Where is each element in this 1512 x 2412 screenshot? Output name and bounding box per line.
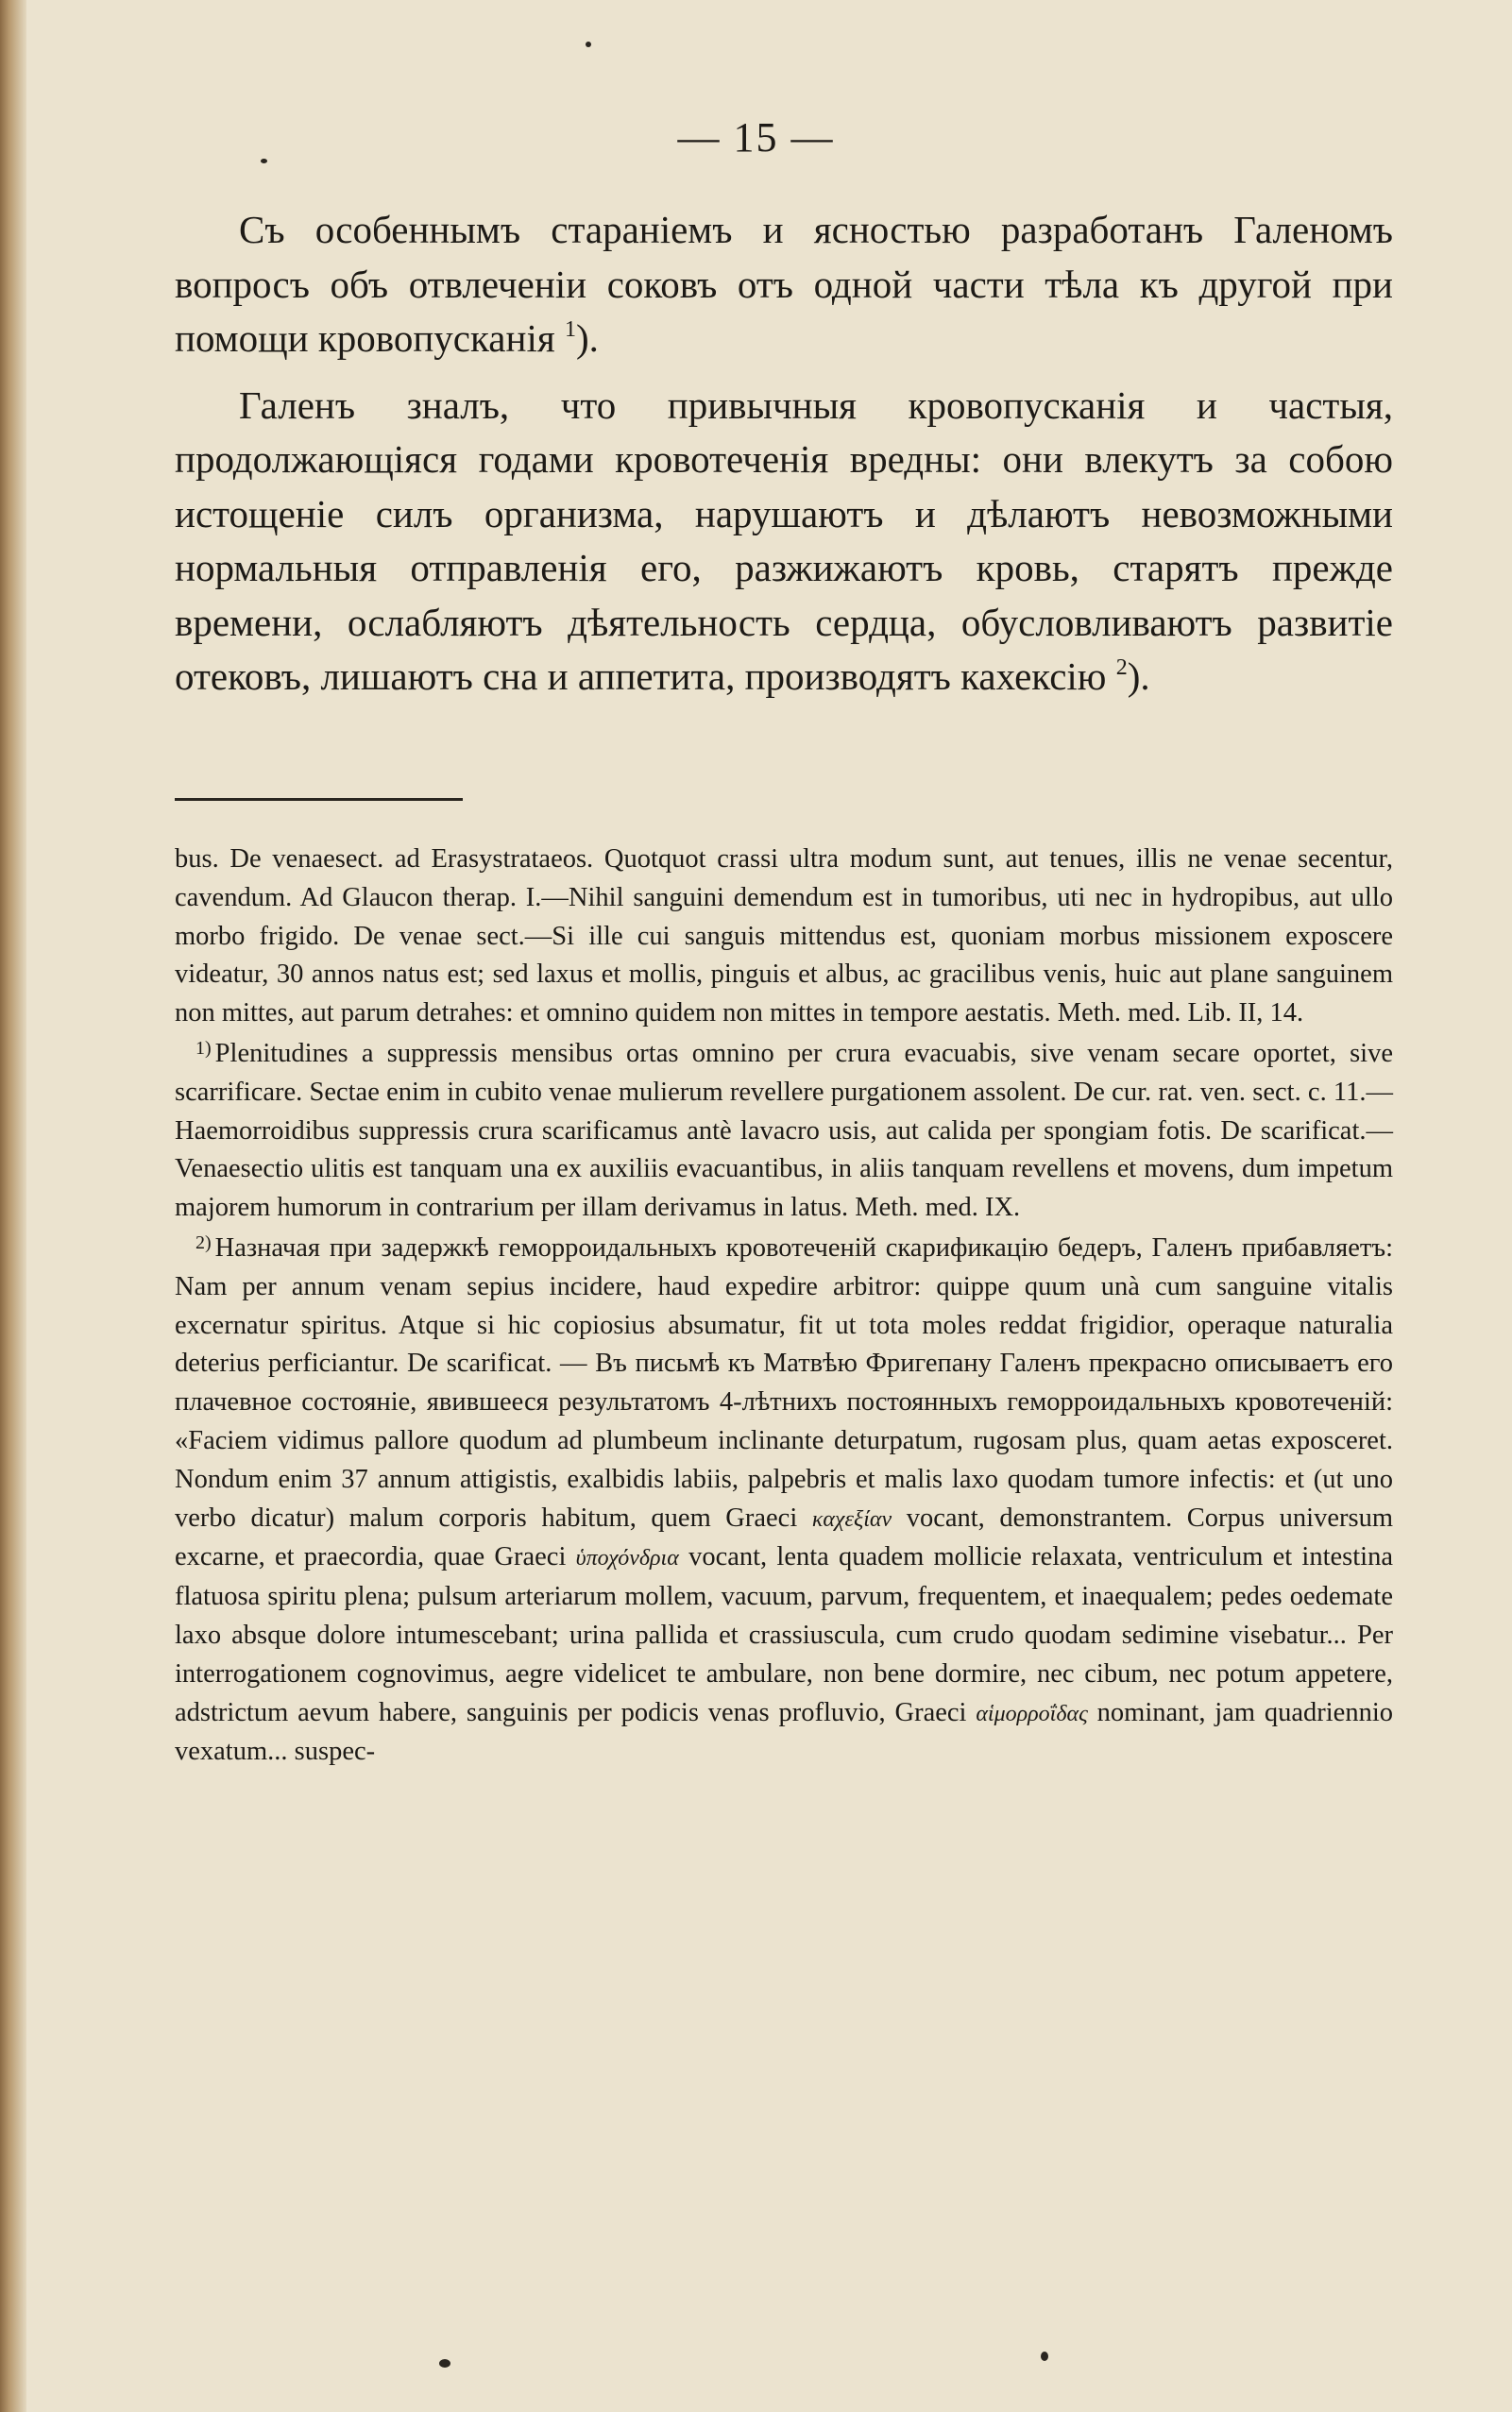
footnote-2-text-c: vocant, lenta quadem mollicie relaxata, ventriculum et intestina flatuosa spiritu plena; pulsum arteriarum mollem, vacuum, parvum, frequentem, et inaequalem; pedes oedemate laxo absque dolore intumescebant; urina pallida et crassiuscula, cum crudo quodam sedimine visebatur... Per interrogationem cognovimus, aegre videlicet te ambulare, non bene dormire, nec cibum, nec potum appetere, adstrictum aevum habere, sanguinis per podicis venas profluvio, Graeci [175,1542,1393,1727]
book-spine-shadow [0,0,26,2412]
greek-word-haemorrhoids: αἱμορροΐδας [976,1701,1088,1726]
footnote-continuation: bus. De venaesect. ad Erasystrataeos. Quotquot crassi ultra modum sunt, aut tenues, illis ne venae secentur, cavendum. Ad Glaucon therap. I.—Nihil sanguini demendum est in tumoribus, uti nec in hydropibus, aut ullo morbo frigido. De venae sect.—Si ille cui sanguis mittendus est, quoniam morbus missionem exposcere videatur, 30 annos natus est; sed laxus et mollis, pinguis et albus, ac gracilibus venis, huic aut plane sanguinem non mittes, aut parum detrahes: et omnino quidem non mittes in tempore aestatis. Meth. med. Lib. II, 14. [175,844,1393,1028]
footnote-separator [175,798,463,801]
main-text [175,203,1393,717]
paragraph-1-end: ). [575,316,599,360]
footnote-1 [175,1035,1393,1228]
greek-word-cachexia: καχεξίαν [811,1506,892,1532]
paragraph-1 [175,203,1393,366]
footnote-2-text-a: Назначая при задержкѣ геморроидальныхъ кровотеченій скарификацію бедеръ, Галенъ прибавляетъ: Nam per annum venam sepius incidere, haud expedire arbitror: quippe quum unà cum sanguine vitalis excernatur spiritus. Atque si hic copiosius absumatur, fit ut tota moles reddat frigidior, operaque naturalia deterius perficiantur. De scarificat. — Въ письмѣ къ Матвѣю Фригепану Галенъ прекрасно описываетъ его плачевное состояніе, явившееся результатомъ 4-лѣтнихъ постоянныхъ геморроидальныхъ кровотеченій: «Faciem vidimus pallore quodum ad plumbeum inclinante deturpatum, rugosam plus, quam aetas exposceret. Nondum enim 37 annum attigistis, exalbidis labiis, palpebris et malis laxo quodam tumore infectis: et (ut uno verbo dicatur) malum corporis habitum, quem Graeci [175,1232,1393,1533]
page-number: — 15 — [677,114,835,161]
paragraph-1-text: Съ особеннымъ стараніемъ и ясностью разработанъ Галеномъ вопросъ объ отвлеченіи соковъ отъ одной части тѣла къ другой при помощи кровопусканія [175,208,1393,360]
footnote-1-text: Plenitudines a suppressis mensibus ortas omnino per crura evacuabis, sive venam secare oportet, sive scarrificare. Sectae enim in cubito venae mulierum revellere purgationem assolent. De cur. rat. ven. sect. c. 11.—Haemorroidibus suppressis crura scarificamus antè lavacro usis, aut calida per spongiam fotis. De scarificat.—Venaesectio ulitis est tanquam una ex auxiliis evacuantibus, in aliis tanquam revellens et movens, dum impetum majorem humorum in contrarium per illam derivamus in latus. Meth. med. IX. [175,1038,1393,1223]
print-speck [1041,2352,1048,2361]
print-speck [439,2359,450,2368]
paragraph-2-text: Галенъ зналъ, что привычныя кровопусканія и частыя, продолжающіяся годами кровотеченія вредны: они влекутъ за собою истощеніе силъ организма, нарушаютъ и дѣлаютъ невозможными нормальныя отправленія его, разжижаютъ кровь, старятъ прежде времени, ослабляютъ дѣятельность сердца, обусловливаютъ развитіе отековъ, лишаютъ сна и аппетита, производятъ кахексію [175,382,1393,698]
print-speck [261,159,267,163]
greek-word-hypochondria: ὑποχόνδρια [575,1546,679,1571]
footnote-ref-2[interactable]: 2 [1115,655,1128,680]
footnote-1-mark: 1) [195,1037,212,1059]
print-speck [586,42,591,47]
footnote-2-mark: 2) [195,1231,212,1253]
footnotes [175,841,1393,1772]
paragraph-2 [175,379,1393,705]
paragraph-2-end: ). [1127,654,1150,698]
footnote-2-text-b: vocant, demonstrantem. Corpus universum excarne, et praecordia, quae Graeci [175,1503,1393,1572]
footnote-ref-1[interactable]: 1 [564,317,576,342]
footnote-2-text-d: nominant, jam quadriennio vexatum... suspec- [175,1697,1393,1767]
footnote-2 [175,1230,1393,1772]
